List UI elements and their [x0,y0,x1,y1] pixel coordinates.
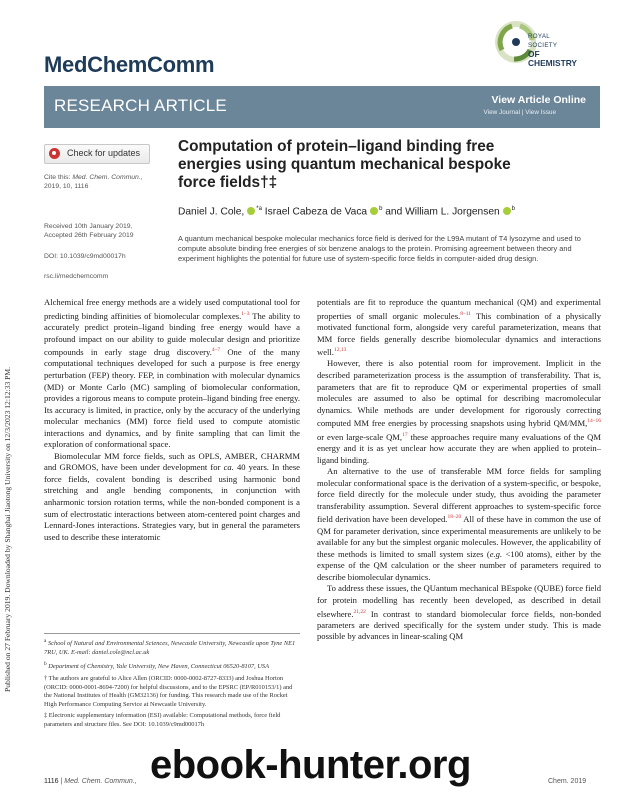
footer-separator: | [58,778,65,785]
article-type-label: RESEARCH ARTICLE [54,96,227,115]
author-name[interactable]: Israel Cabeza de Vaca [264,206,368,218]
citation [44,173,164,191]
crossmark-icon [49,148,60,159]
footnotes [44,633,300,733]
rsc-logo-text [528,32,577,68]
author-name[interactable]: Daniel J. Cole, [178,206,245,218]
rsc-logo-line1: ROYAL SOCIETY [528,33,558,49]
body-paragraph: potentials are fit to reproduce the quantum mechanical (QM) and experimental properties of small organic molecules.$^{8-11}$ This combination of a physically motivated functional form, alongside very careful parameterization, means that MM force fields generally describe biomolecular dynamics and interactions well.$^{12,13}$ [317,297,601,357]
page-footer [44,778,137,785]
journal-title[interactable]: MedChemComm [44,52,215,77]
received-date: Received 10th January 2019, [44,223,133,230]
doi[interactable]: DOI: 10.1039/c9md00017h [44,253,126,260]
footnote: † The authors are grateful to Alice Allen (ORCID: 0000-0002-8727-8333) and Joshua Horton (ORCID: 0000-0001-8694-7200) for helpful discussions, and to the EPSRC (EP/R010153/1) and the National Institutes of Health (GM32136) for funding. This research made use of the Rocket High Performance Computing Service at Newcastle University. [44,675,293,708]
rsc-logo-line2: OF CHEMISTRY [528,49,578,68]
body-paragraph: An alternative to the use of transferable MM force fields for sampling molecular conformational space is the derivation of a system-specific, or bespoke, force field directly for the molecule under study, thus avoiding the parameter transferability assumption. Several different approaches to system-specific force field derivation have been developed.$^{18-20}$ All of these have in common the use of QM for parameter derivation, since experimental measurements are unlikely to be available for any but the simplest organic molecules. However, the applicability of these methods is limited to small system sizes (e.g. <100 atoms), either by the expense of the QM calculation or the sheer number of parameters required to describe biomolecular dynamics. [317,466,601,582]
author-list [178,206,515,217]
author-affil: *a [256,206,262,212]
body-paragraph: Alchemical free energy methods are a widely used computational tool for predicting binding affinities of biomolecular complexes.$^{1-3}$ The ability to accurately predict protein–ligand binding free energy would have a profound impact on our ability to guide molecular design and prioritize compounds in early stage drug discovery.$^{4-7}$ One of the many computational techniques developed for such a purpose is free energy perturbation (FEP) theory. FEP, in combination with molecular dynamics (MD) or Monte Carlo (MC) sampling of biomolecular conformation, provides a rigorous means to compute protein–ligand binding free energy. Its accuracy is limited, in practice, only by the accuracy of the underlying molecular mechanics (MM) force field used to compute atomistic interactions and dynamics, and by finite sampling that can limit the exploration of conformational space. [44,297,300,450]
check-for-updates-button[interactable] [44,144,150,164]
body-right-column [317,297,601,643]
download-notice [1,100,15,700]
cite-detail: 2019, 10, 1116 [44,183,89,190]
footnote: $^b$ Department of Chemistry, Yale University, New Haven, Connecticut 06520-8107, USA [44,661,270,671]
body-paragraph: Biomolecular MM force fields, such as OPLS, AMBER, CHARMM and GROMOS, have been under development for ca. 40 years. In these force fields, covalent bonding is described using harmonic bond stretching and angle bending components, in conjunction with anharmonic torsion rotation terms, while the non-bonded component is a sum of electrostatic interactions between atom-centered point charges and Lennard-Jones interactions. Strategies vary, but in general the parameters used to describe these interatomic [44,450,300,542]
author-affil: b [379,206,383,212]
download-notice-text: Published on 27 February 2019. Downloaded by Shanghai Jiaotong University on 12/3/2023 12:12:33 PM. [3,366,12,692]
title-line: Computation of protein–ligand binding free [178,138,495,155]
body-paragraph: However, there is also potential room for improvement. Implicit in the described parameterization process is the assumption of transferability. That is, parameters that are fit to reproduce QM or experimental properties of small molecules are assumed to also be optimal for describing macromolecular dynamics. While methods are under development for rigorously correcting computed MM free energies by processing snapshots using hybrid QM/MM,$^{14-16}$ or even large-scale QM,$^{17}$ these approaches require many evaluations of the QM energy and it is as yet unclear how accurate they are when applied to protein–ligand binding. [317,358,601,465]
author-name[interactable]: and William L. Jorgensen [385,206,500,218]
orcid-icon[interactable] [247,207,255,215]
title-line: energies using quantum mechanical bespoke [178,156,511,173]
watermark: ebook-hunter.org [150,743,471,787]
cite-prefix: Cite this: [44,174,71,181]
orcid-icon[interactable] [503,207,511,215]
body-paragraph: To address these issues, the QUantum mechanical BEspoke (QUBE) force field for protein modelling has recently been developed, as described in detail elsewhere.$^{21,22}$ In contrast to standard biomolecular force fields, non-bonded parameters are derived specifically for the system under study. This is made possible by advances in linear-scaling QM [317,583,601,642]
view-article-online-link[interactable]: View Article Online [491,94,586,106]
author-affil: b [511,206,515,212]
view-journal-issue-links[interactable]: View Journal | View Issue [483,109,556,116]
page-number: 1116 [44,778,59,785]
cite-journal: Med. Chem. Commun., [72,174,143,181]
article-title [178,138,538,192]
check-for-updates-label: Check for updates [67,148,141,158]
footer-right: Chem. 2019 [548,778,587,785]
body-left-column [44,297,300,543]
article-type-banner [44,86,600,128]
abstract: A quantum mechanical bespoke molecular mechanics force field is derived for the L99A mutant of T4 lysozyme and used to compute absolute binding free energies of six benzene analogs to the protein. Promising agreement between theory and experiment highlights the potential for future use of system-specific force fields in computer-aided drug design. [178,234,581,264]
footnote: ‡ Electronic supplementary information (ESI) available: Computational methods, force field parameters and structure files. See DOI: 10.1039/c9md00017h [44,712,281,728]
rsc-link[interactable]: rsc.li/medchemcomm [44,273,109,280]
rsc-logo[interactable] [492,14,578,74]
footer-journal: Med. Chem. Commun., [64,778,137,785]
footnote: $^a$ School of Natural and Environmental Sciences, Newcastle University, Newcastle upon Tyne NE1 7RU, UK. E-mail: daniel.cole@ncl.ac.uk [44,638,296,656]
received-accepted [44,222,174,240]
title-line: force fields†‡ [178,174,278,191]
accepted-date: Accepted 26th February 2019 [44,232,134,239]
orcid-icon[interactable] [370,207,378,215]
